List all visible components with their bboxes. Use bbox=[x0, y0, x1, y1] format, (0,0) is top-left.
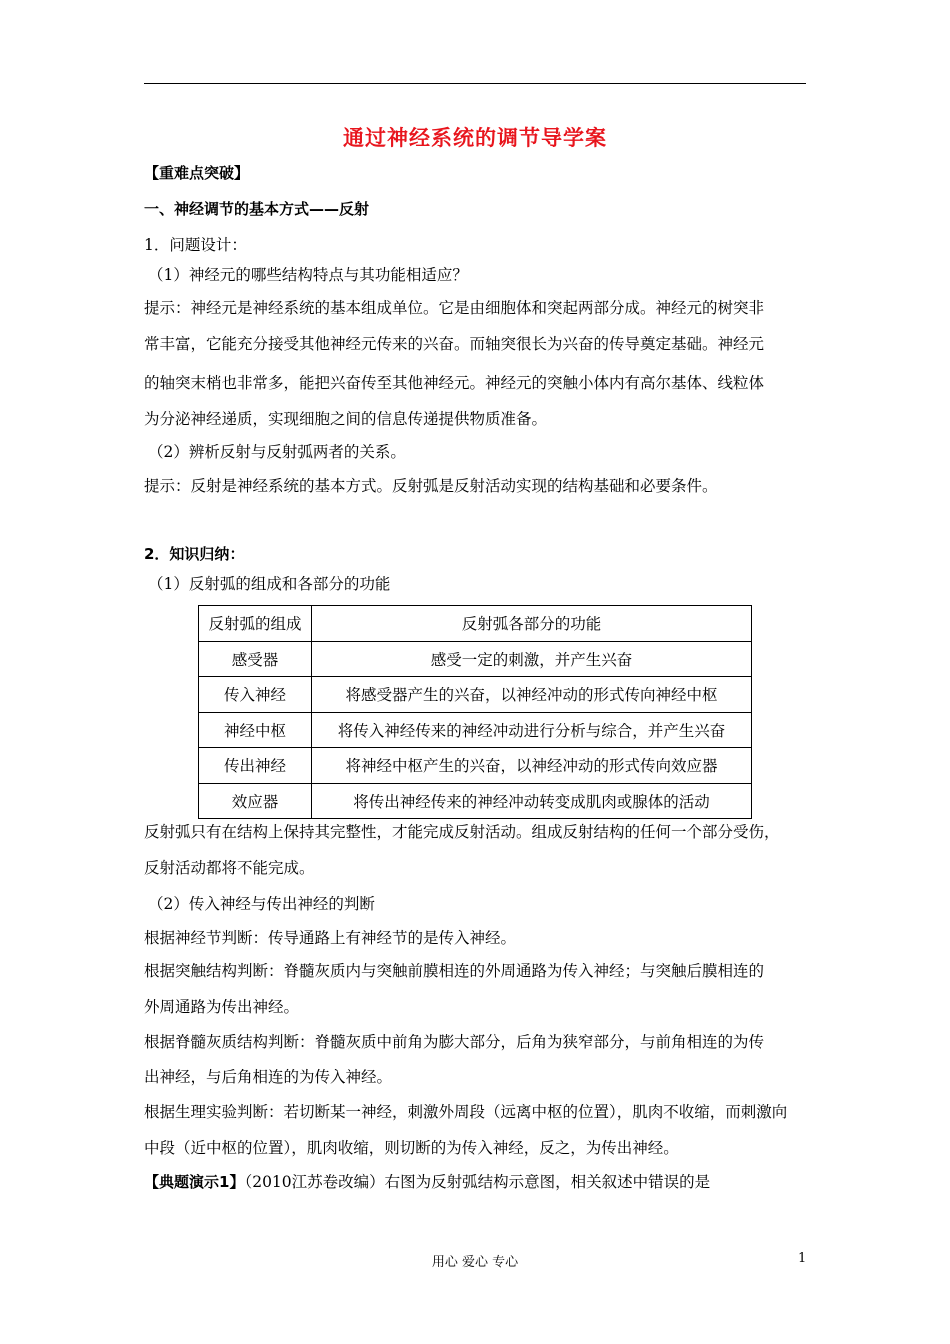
question-heading: 1．问题设计： bbox=[144, 236, 247, 254]
judge-line: 出神经，与后角相连的为传入神经。 bbox=[144, 1068, 393, 1086]
judge-line: 根据神经节判断：传导通路上有神经节的是传入神经。 bbox=[144, 929, 517, 947]
judge-line: 根据脊髓灰质结构判断：脊髓灰质中前角为膨大部分，后角为狭窄部分，与前角相连的为传 bbox=[144, 1033, 765, 1051]
header-rule bbox=[144, 83, 806, 84]
table-cell: 感受器 bbox=[199, 641, 312, 677]
reflex-arc-table bbox=[198, 605, 752, 819]
hint-1-line: 为分泌神经递质，实现细胞之间的信息传递提供物质准备。 bbox=[144, 410, 548, 428]
judge-line: 根据突触结构判断：脊髓灰质内与突触前膜相连的外周通路为传入神经；与突触后膜相连的 bbox=[144, 962, 765, 980]
question-1: （1）神经元的哪些结构特点与其功能相适应？ bbox=[148, 266, 468, 284]
table-cell: 传出神经 bbox=[199, 748, 312, 784]
table-cell: 感受一定的刺激，并产生兴奋 bbox=[312, 641, 752, 677]
judge-line: 中段（近中枢的位置），肌肉收缩，则切断的为传入神经，反之，为传出神经。 bbox=[144, 1139, 679, 1157]
table-cell: 将神经中枢产生的兴奋，以神经冲动的形式传向效应器 bbox=[312, 748, 752, 784]
knowledge-item-1: （1）反射弧的组成和各部分的功能 bbox=[148, 575, 391, 593]
hint-2: 提示：反射是神经系统的基本方式。反射弧是反射活动实现的结构基础和必要条件。 bbox=[144, 477, 718, 495]
knowledge-item-2: （2）传入神经与传出神经的判断 bbox=[148, 895, 375, 913]
knowledge-heading: 2．知识归纳： bbox=[144, 545, 245, 563]
example-text: （2010江苏卷改编）右图为反射弧结构示意图，相关叙述中错误的是 bbox=[244, 1173, 711, 1191]
table-row bbox=[199, 783, 752, 819]
hint-1-line: 常丰富，它能充分接受其他神经元传来的兴奋。而轴突很长为兴奋的传导奠定基础。神经元 bbox=[144, 335, 765, 353]
table-header-cell: 反射弧的组成 bbox=[199, 606, 312, 642]
table-note-line: 反射活动都将不能完成。 bbox=[144, 859, 315, 877]
example-tag: 【典题演示1】 bbox=[144, 1173, 245, 1191]
table-cell: 将传入神经传来的神经冲动进行分析与综合，并产生兴奋 bbox=[312, 712, 752, 748]
page-title: 通过神经系统的调节导学案 bbox=[343, 126, 607, 150]
table-cell: 将感受器产生的兴奋，以神经冲动的形式传向神经中枢 bbox=[312, 677, 752, 713]
table-cell: 传入神经 bbox=[199, 677, 312, 713]
judge-line: 根据生理实验判断：若切断某一神经，刺激外周段（远离中枢的位置），肌肉不收缩，而刺激向 bbox=[144, 1103, 788, 1121]
table-cell: 神经中枢 bbox=[199, 712, 312, 748]
judge-line: 外周通路为传出神经。 bbox=[144, 998, 300, 1016]
heading-reflex: 一、神经调节的基本方式——反射 bbox=[144, 200, 370, 218]
example-line bbox=[144, 1172, 710, 1192]
table-note-line: 反射弧只有在结构上保持其完整性，才能完成反射活动。组成反射结构的任何一个部分受伤， bbox=[144, 823, 780, 841]
table-row bbox=[199, 748, 752, 784]
table-cell: 效应器 bbox=[199, 783, 312, 819]
page-number: 1 bbox=[798, 1251, 807, 1266]
table-row bbox=[199, 641, 752, 677]
section-tag: 【重难点突破】 bbox=[144, 164, 250, 182]
table-header-cell: 反射弧各部分的功能 bbox=[312, 606, 752, 642]
question-2: （2）辨析反射与反射弧两者的关系。 bbox=[148, 443, 406, 461]
page-footer: 用心 爱心 专心 bbox=[431, 1255, 519, 1270]
table-row bbox=[199, 712, 752, 748]
hint-1-line: 的轴突末梢也非常多，能把兴奋传至其他神经元。神经元的突触小体内有高尔基体、线粒体 bbox=[144, 374, 765, 392]
hint-1-line: 提示：神经元是神经系统的基本组成单位。它是由细胞体和突起两部分成。神经元的树突非 bbox=[144, 299, 765, 317]
table-row bbox=[199, 677, 752, 713]
table-cell: 将传出神经传来的神经冲动转变成肌肉或腺体的活动 bbox=[312, 783, 752, 819]
table-header-row bbox=[199, 606, 752, 642]
